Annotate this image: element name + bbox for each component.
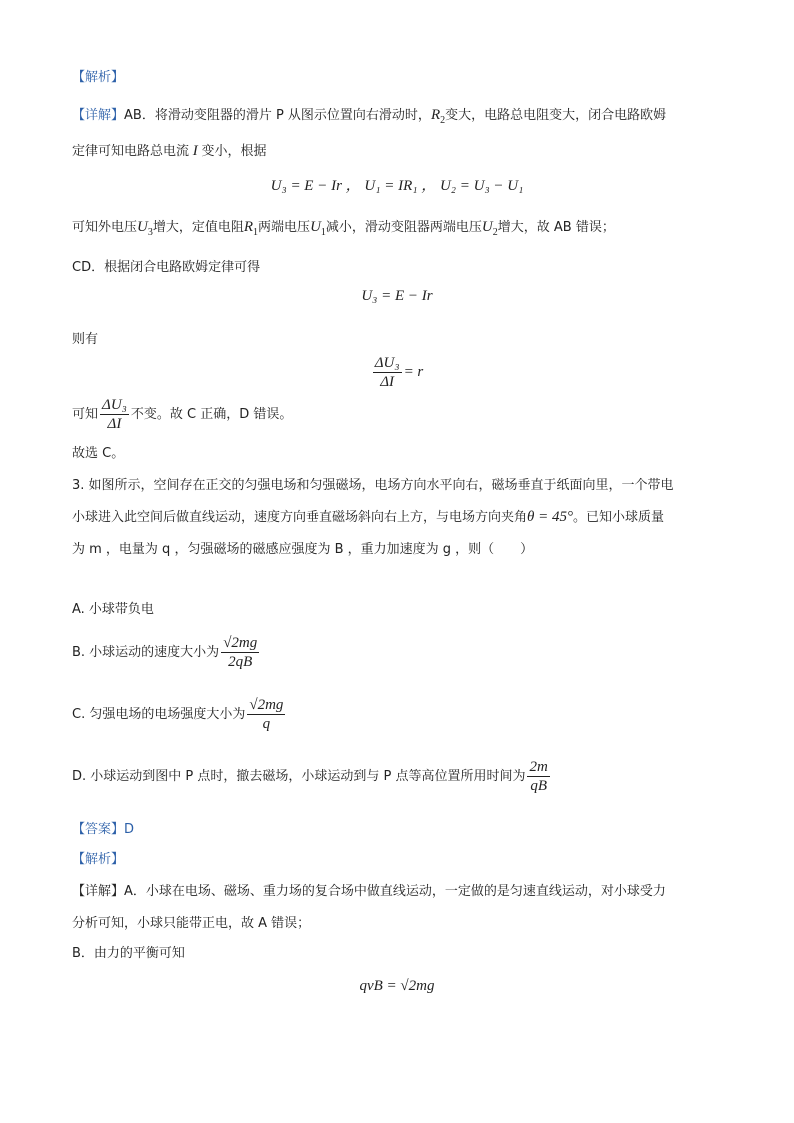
question-3-line-1: 3. 如图所示，空间存在正交的匀强电场和匀强磁场，电场方向水平向右，磁场垂直于纸面向里，一个带电 [72, 478, 674, 493]
text: 变小，根据 [201, 144, 267, 159]
u1-symbol: $U_1$ [310, 219, 326, 238]
u3-symbol: $U_3$ [137, 219, 153, 238]
fraction: $\frac{\text{ΔU₃}}{\Delta I}$ [102, 397, 127, 432]
equation-3: $\frac{\text{ΔU₃}}{\Delta I}$ = r [374, 355, 424, 390]
analysis-heading: 【解析】 [72, 70, 125, 85]
paragraph-ab [72, 104, 666, 126]
text: 增大，定值电阻 [152, 220, 244, 235]
option-c: C. 匀强电场的电场强度大小为 $\frac{√2mg}{q}$ [72, 697, 284, 732]
equation-4: qvB = √2mg [359, 978, 435, 994]
question-3-line-2: 小球进入此空间后做直线运动，速度方向垂直磁场斜向右上方，与电场方向夹角θ = 45°。已知小球质量 [72, 509, 665, 525]
u2-symbol: $U_2$ [481, 219, 498, 238]
equation-2: U₃ = E − Ir [361, 288, 433, 304]
option-a: A. 小球带负电 [72, 602, 154, 617]
answer: 【答案】D [72, 822, 135, 837]
paragraph-know [72, 396, 292, 433]
text: 变大，电路总电阻变大，闭合电路欧姆 [445, 108, 667, 123]
option-b: B. 小球运动的速度大小为 $\frac{√2mg}{2qB}$ [72, 635, 258, 670]
paragraph-choose: 故选 C。 [72, 446, 125, 461]
equation-1: U₃ = E − Ir ， U₁ = IR₁ ， U₂ = U₃ − U₁ [270, 178, 524, 194]
r2-symbol: $R_2$ [430, 107, 446, 126]
question-3-line-3: 为 m ，电量为 q ，匀强磁场的磁感应强度为 B ，重力加速度为 g ，则（ ） [72, 542, 534, 557]
detail-tag: 【详解】 [72, 108, 125, 123]
paragraph-ab-2 [72, 140, 267, 160]
text: 减小，滑动变阻器两端电压 [325, 220, 482, 235]
paragraph-then: 则有 [72, 332, 99, 347]
text: 不变。故 C 正确，D 错误。 [130, 407, 293, 422]
detail-2-line-2: 分析可知，小球只能带正电，故 A 错误； [72, 916, 311, 931]
detail-2-line-3: B．由力的平衡可知 [72, 946, 185, 961]
fraction: $\frac{√2mg}{2qB}$ [223, 635, 258, 670]
text: 增大，故 AB 错误； [497, 220, 615, 235]
fraction: $\frac{2m}{qB}$ [529, 759, 548, 794]
option-d: D. 小球运动到图中 P 点时，撤去磁场，小球运动到与 P 点等高位置所用时间为 $\frac{2m}{qB}$ [72, 759, 548, 794]
fraction: $\frac{√2mg}{q}$ [249, 697, 284, 732]
r1-symbol: $R_1$ [243, 219, 259, 238]
paragraph-ab-3 [72, 216, 615, 238]
text: 可知外电压 [72, 220, 138, 235]
i-symbol: I [189, 143, 202, 159]
text: AB．将滑动变阻器的滑片 P 从图示位置向右滑动时， [124, 108, 431, 123]
detail-2-line-1: 【详解】A．小球在电场、磁场、重力场的复合场中做直线运动，一定做的是匀速直线运动，对小球受力 [72, 884, 666, 899]
analysis-heading-2: 【解析】 [72, 852, 125, 867]
paragraph-cd: CD．根据闭合电路欧姆定律可得 [72, 260, 261, 275]
text: 定律可知电路总电流 [72, 144, 190, 159]
text: 可知 [72, 407, 99, 422]
text: 两端电压 [258, 220, 311, 235]
fraction: $\frac{\text{ΔU₃}}{\Delta I}$ [374, 355, 400, 390]
